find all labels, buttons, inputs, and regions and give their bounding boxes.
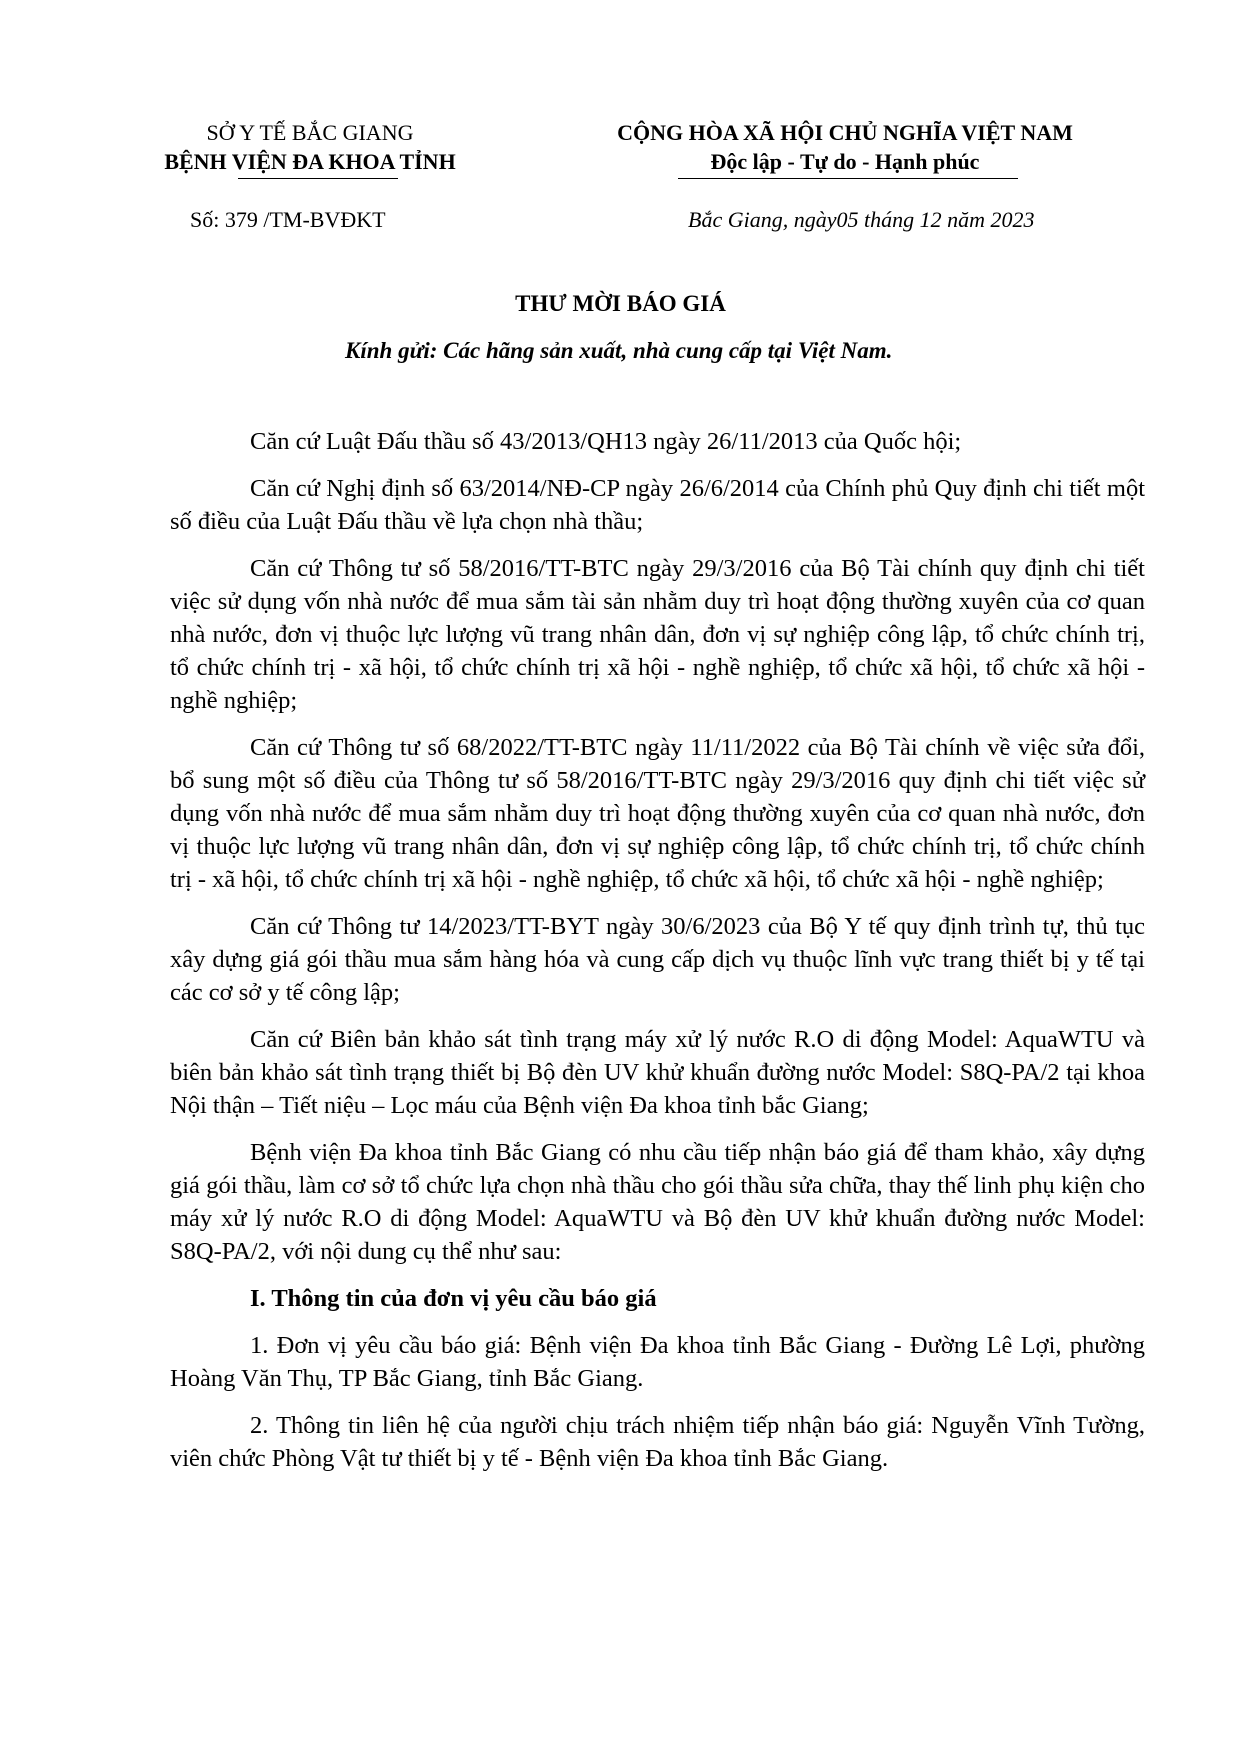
legal-basis-paragraph: Căn cứ Thông tư số 68/2022/TT-BTC ngày 11/11/2022 của Bộ Tài chính về việc sửa đổi, bổ sung một số điều của Thông tư số 58/2016/TT-BTC ngày 29/3/2016 quy định chi tiết việc sử dụng vốn nhà nước để mua sắm nhằm duy trì hoạt động thường xuyên của cơ quan nhà nước, đơn vị thuộc lực lượng vũ trang nhân dân, đơn vị sự nghiệp công lập, tổ chức chính trị, tổ chức chính trị - xã hội, tổ chức chính trị xã hội - nghề nghiệp, tổ chức xã hội, tổ chức xã hội - nghề nghiệp; bbox=[170, 734, 1145, 893]
section-heading: I. Thông tin của đơn vị yêu cầu báo giá bbox=[250, 1285, 657, 1312]
legal-basis-paragraph: Căn cứ Thông tư số 58/2016/TT-BTC ngày 29/3/2016 của Bộ Tài chính quy định chi tiết việc sử dụng vốn nhà nước để mua sắm tài sản nhằm duy trì hoạt động thường xuyên của cơ quan nhà nước, đơn vị thuộc lực lượng vũ trang nhân dân, đơn vị sự nghiệp công lập, tổ chức chính trị, tổ chức chính trị - xã hội, tổ chức chính trị xã hội - nghề nghiệp, tổ chức xã hội, tổ chức xã hội - nghề nghiệp; bbox=[170, 555, 1145, 714]
hospital-name: BỆNH VIỆN ĐA KHOA TỈNH bbox=[164, 149, 456, 174]
recipient-line: Kính gửi: Các hãng sản xuất, nhà cung cấp tại Việt Nam. bbox=[345, 338, 893, 363]
document-date: Bắc Giang, ngày05 tháng 12 năm 2023 bbox=[688, 207, 1035, 232]
section-item: 1. Đơn vị yêu cầu báo giá: Bệnh viện Đa khoa tỉnh Bắc Giang - Đường Lê Lợi, phường Hoàng Văn Thụ, TP Bắc Giang, tỉnh Bắc Giang. bbox=[170, 1332, 1145, 1392]
document-body bbox=[170, 425, 1145, 1489]
national-header-block bbox=[545, 118, 1145, 176]
request-paragraph: Bệnh viện Đa khoa tỉnh Bắc Giang có nhu cầu tiếp nhận báo giá để tham khảo, xây dựng giá gói thầu, làm cơ sở tổ chức lựa chọn nhà thầu cho gói thầu sửa chữa, thay thế linh phụ kiện cho máy xử lý nước R.O di động Model: AquaWTU và Bộ đèn UV khử khuẩn đường nước Model: S8Q-PA/2, với nội dung cụ thể như sau: bbox=[170, 1139, 1145, 1265]
republic-name: CỘNG HÒA XÃ HỘI CHỦ NGHĨA VIỆT NAM bbox=[617, 120, 1073, 145]
legal-basis-paragraph: Căn cứ Thông tư 14/2023/TT-BYT ngày 30/6/2023 của Bộ Y tế quy định trình tự, thủ tục xây dựng giá gói thầu mua sắm hàng hóa và cung cấp dịch vụ thuộc lĩnh vực trang thiết bị y tế tại các cơ sở y tế công lập; bbox=[170, 913, 1145, 1006]
legal-basis-paragraph: Căn cứ Biên bản khảo sát tình trạng máy xử lý nước R.O di động Model: AquaWTU và biên bản khảo sát tình trạng thiết bị Bộ đèn UV khử khuẩn đường nước Model: S8Q-PA/2 tại khoa Nội thận – Tiết niệu – Lọc máu của Bệnh viện Đa khoa tỉnh bắc Giang; bbox=[170, 1026, 1145, 1119]
agency-underline bbox=[238, 178, 398, 179]
agency-name: SỞ Y TẾ BẮC GIANG bbox=[206, 120, 414, 145]
legal-basis-paragraph: Căn cứ Nghị định số 63/2014/NĐ-CP ngày 26/6/2014 của Chính phủ Quy định chi tiết một số điều của Luật Đấu thầu về lựa chọn nhà thầu; bbox=[170, 475, 1145, 535]
document-title: THƯ MỜI BÁO GIÁ bbox=[515, 291, 726, 316]
national-motto: Độc lập - Tự do - Hạnh phúc bbox=[710, 149, 980, 174]
document-number: Số: 379 /TM-BVĐKT bbox=[190, 207, 386, 232]
legal-basis-paragraph: Căn cứ Luật Đấu thầu số 43/2013/QH13 ngày 26/11/2013 của Quốc hội; bbox=[250, 428, 962, 455]
motto-underline bbox=[678, 178, 1018, 179]
issuing-agency-block bbox=[120, 118, 500, 176]
section-item: 2. Thông tin liên hệ của người chịu trách nhiệm tiếp nhận báo giá: Nguyễn Vĩnh Tường, viên chức Phòng Vật tư thiết bị y tế - Bệnh viện Đa khoa tỉnh Bắc Giang. bbox=[170, 1412, 1145, 1472]
